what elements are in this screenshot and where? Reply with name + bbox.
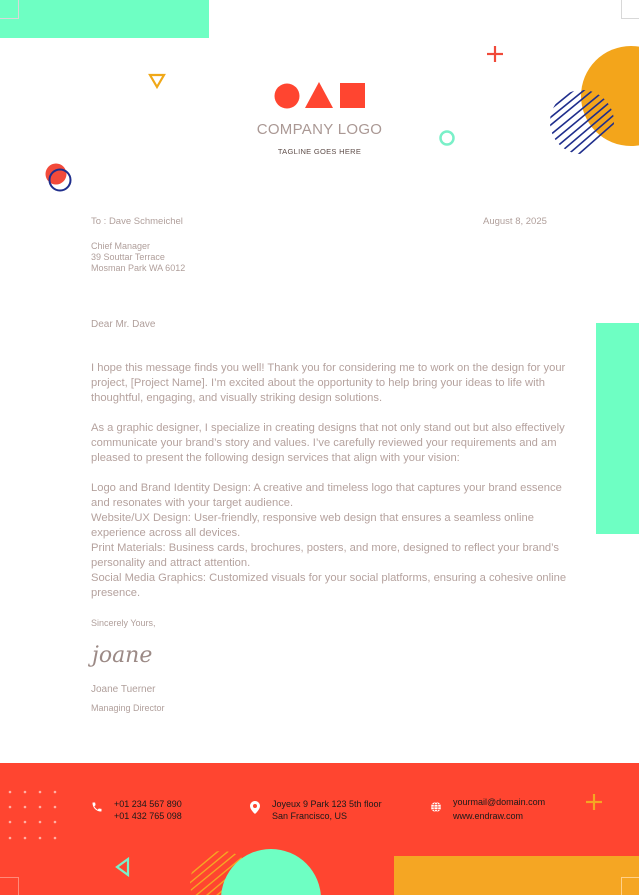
right-green-bar — [596, 323, 639, 534]
mint-circle — [221, 849, 321, 895]
orange-block — [394, 856, 639, 895]
recipient-address-line2: Mosman Park WA 6012 — [91, 263, 186, 273]
cross-icon — [586, 794, 602, 810]
phone-number-1[interactable]: +01 234 567 890 — [114, 799, 182, 809]
footer-decorations — [0, 763, 639, 895]
address-line-1: Joyeux 9 Park 123 5th floor — [272, 799, 382, 809]
service-item-1: Logo and Brand Identity Design: A creative and timeless logo that captures your brand essence and resonates with your target audience. — [91, 482, 562, 509]
crop-mark-bottom-right — [621, 877, 639, 895]
website-link[interactable]: www.endraw.com — [453, 811, 524, 821]
tagline: TAGLINE GOES HERE — [277, 147, 362, 156]
service-item-2: Website/UX Design: User-friendly, responsive web design that ensures a seamless online experience across all devices. — [91, 512, 534, 539]
service-list — [91, 481, 571, 601]
service-item-4: Social Media Graphics: Customized visuals for your social platforms, ensuring a cohesive online presence. — [91, 572, 567, 599]
logo-circle-icon — [275, 84, 300, 109]
location-pin-icon — [250, 801, 260, 814]
cross-icon — [487, 46, 503, 62]
signer-name: Joane Tuerner — [91, 684, 156, 695]
crop-mark-bottom-left — [0, 877, 19, 895]
triangle-outline-icon — [150, 75, 164, 87]
footer — [0, 763, 639, 895]
email-link[interactable]: yourmail@domain.com — [453, 797, 546, 807]
triangle-outline-icon — [117, 859, 128, 875]
recipient-title: Chief Manager — [91, 241, 151, 251]
letter-date: August 8, 2025 — [483, 216, 547, 227]
closing: Sincerely Yours, — [91, 618, 156, 628]
phone-number-2[interactable]: +01 432 765 098 — [114, 811, 182, 821]
logo-triangle-icon — [305, 82, 333, 108]
header-decorations — [0, 0, 639, 200]
recipient-address-line1: 39 Souttar Terrace — [91, 252, 165, 262]
paragraph-2: As a graphic designer, I specialize in creating designs that not only stand out but also effectively communicate your brand’s story and values. I’ve carefully reviewed your requirements and am pleased to present the following design services that align with your vision: — [91, 422, 565, 464]
phone-icon — [91, 801, 103, 813]
paragraph-1: I hope this message finds you well! Thank you for considering me to work on the design for your project, [Project Name]. I’m excited about the opportunity to help bring your ideas to life with thoughtful, engaging, and visually striking design solutions. — [91, 362, 566, 404]
signer-title: Managing Director — [91, 703, 165, 713]
salutation: Dear Mr. Dave — [91, 319, 156, 330]
address-line-2: San Francisco, US — [272, 811, 348, 821]
service-item-3: Print Materials: Business cards, brochures, posters, and more, designed to reflect your brand’s personality and attract attention. — [91, 542, 560, 569]
logo-square-icon — [340, 83, 365, 108]
globe-icon — [430, 801, 442, 813]
dot-grid — [9, 791, 57, 840]
company-logo-text: COMPANY LOGO — [256, 121, 383, 138]
recipient-to: To : Dave Schmeichel — [91, 216, 183, 227]
signature: joane — [92, 643, 153, 668]
